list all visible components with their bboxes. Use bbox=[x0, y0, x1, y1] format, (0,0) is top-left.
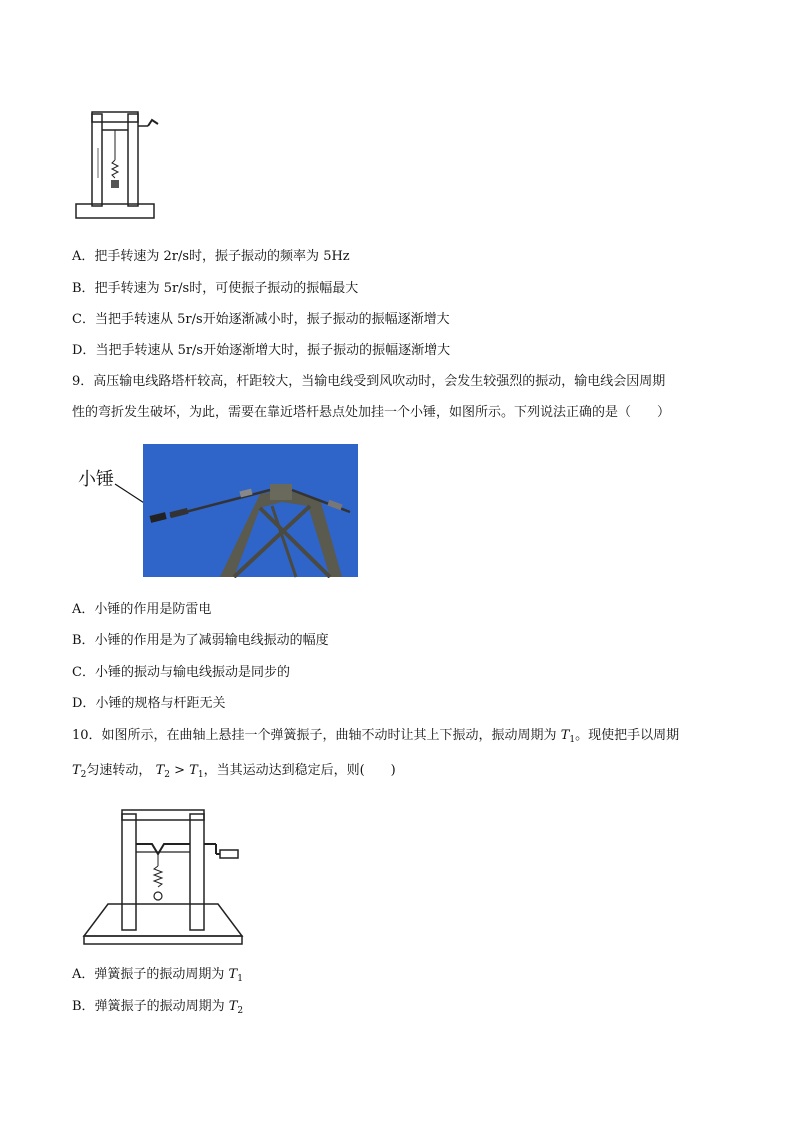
q9-option-b: B．小锤的作用是为了减弱输电线振动的幅度 bbox=[72, 633, 329, 648]
q10-option-b: B．弹簧振子的振动周期为 $T_2$ bbox=[72, 999, 244, 1016]
q10-stem-line1: 10．如图所示，在曲轴上悬挂一个弹簧振子，曲轴不动时让其上下振动，振动周期为 $T_1$。现使把手以周期 bbox=[72, 728, 680, 745]
q9-option-a: A．小锤的作用是防雷电 bbox=[72, 602, 212, 617]
q9-figure-label: 小锤 bbox=[78, 469, 114, 490]
q9-option-d: D．小锤的规格与杆距无关 bbox=[72, 696, 226, 711]
q10-stem-line2: $T_2$匀速转动， $T_2 > T_1$，当其运动达到稳定后，则( ) bbox=[72, 763, 396, 780]
q8-option-a: A．把手转速为 2r/s时，振子振动的频率为 5Hz bbox=[72, 249, 350, 264]
q8-option-c: C．当把手转速从 5r/s开始逐渐减小时，振子振动的振幅逐渐增大 bbox=[72, 312, 450, 327]
q9-option-c: C．小锤的振动与输电线振动是同步的 bbox=[72, 665, 290, 680]
crankshaft-figure bbox=[82, 808, 244, 948]
power-tower-photo bbox=[110, 444, 360, 578]
spring-oscillator-figure bbox=[72, 108, 168, 230]
q9-stem-line2: 性的弯折发生破坏，为此，需要在靠近塔杆悬点处加挂一个小锤，如图所示。下列说法正确的是（ ） bbox=[72, 405, 671, 420]
q8-option-d: D．当把手转速从 5r/s开始逐渐增大时，振子振动的振幅逐渐增大 bbox=[72, 343, 451, 358]
q8-option-b: B．把手转速为 5r/s时，可使振子振动的振幅最大 bbox=[72, 281, 359, 296]
q9-stem-line1: 9．高压输电线路塔杆较高，杆距较大，当输电线受到风吹动时，会发生较强烈的振动，输电线会因周期 bbox=[72, 374, 666, 389]
q10-option-a: A．弹簧振子的振动周期为 $T_1$ bbox=[72, 967, 243, 984]
